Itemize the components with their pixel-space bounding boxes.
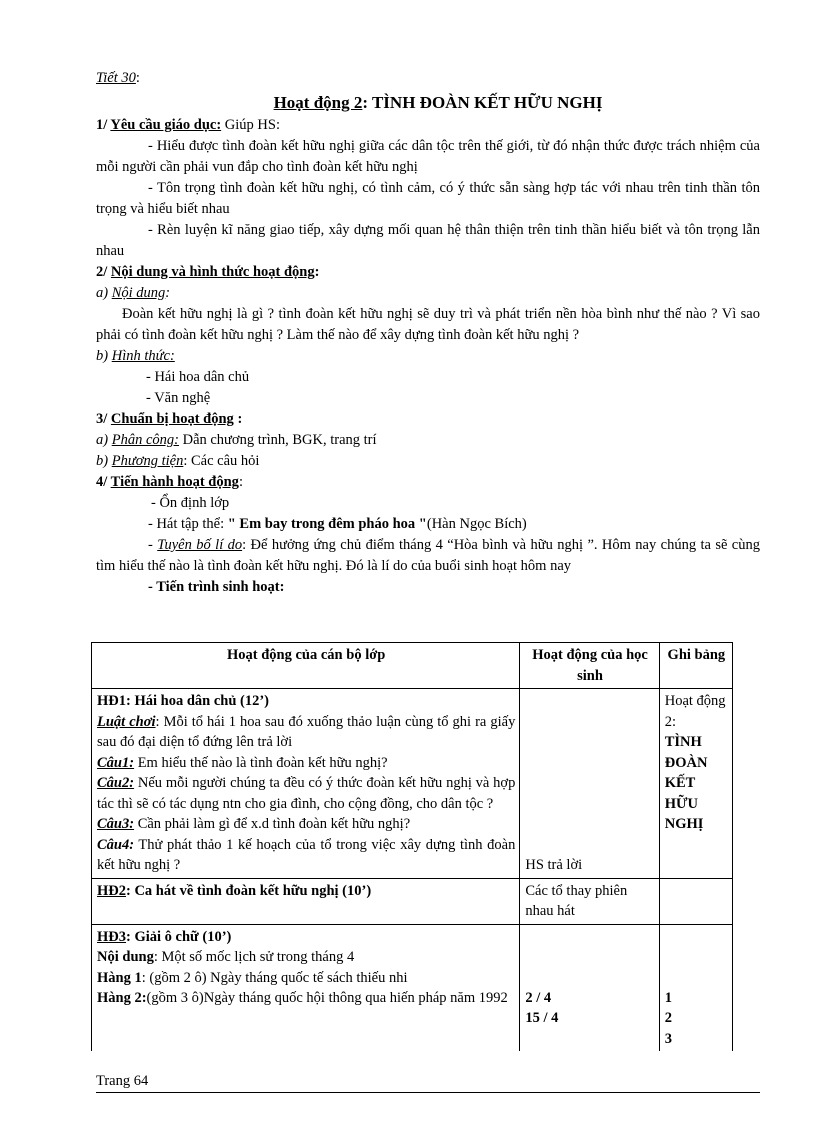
hd1-rule bbox=[97, 712, 515, 753]
section3b-prefix: b) bbox=[96, 453, 112, 469]
rule-label: Luật chơi bbox=[97, 713, 156, 730]
section2a-label bbox=[96, 283, 760, 304]
question-text: Nếu mỗi người chúng ta đều có ý thức đoàn kết hữu nghị và hợp tác thì sẽ có tác dụng ntn cho gia đình, cho cộng đồng, cho dân tộc ? bbox=[97, 775, 516, 812]
question-label: Câu1: bbox=[97, 754, 135, 771]
spacer bbox=[525, 967, 654, 988]
section4-heading bbox=[96, 472, 760, 493]
table-row bbox=[92, 924, 733, 1051]
page-footer: Trang 64 bbox=[96, 1073, 760, 1093]
section4-num: 4/ bbox=[96, 474, 111, 490]
spacer bbox=[665, 967, 728, 988]
hd1-board-cell bbox=[659, 689, 732, 879]
row-text: : (gồm 2 ô) Ngày tháng quốc tế sách thiếu nhi bbox=[141, 969, 408, 986]
title-main: : TÌNH ĐOÀN KẾT HỮU NGHỊ bbox=[362, 93, 603, 112]
section2b-title: Hình thức: bbox=[111, 348, 175, 364]
section4-tail: : bbox=[238, 474, 243, 490]
title-prefix: Hoạt động 2 bbox=[273, 93, 363, 112]
header-cell: Ghi bảng bbox=[659, 643, 732, 689]
hd2-label: HĐ2 bbox=[97, 882, 126, 899]
board-prefix: Hoạt động 2: bbox=[664, 693, 726, 730]
section3b-text: : Các câu hỏi bbox=[183, 453, 260, 469]
hd3-label: HĐ3 bbox=[97, 928, 126, 945]
hd2-board-cell bbox=[659, 878, 732, 924]
table-header-row bbox=[92, 643, 733, 689]
question bbox=[97, 814, 515, 835]
activity-table bbox=[91, 642, 733, 1051]
lesson-label: Tiết 30: bbox=[96, 70, 140, 86]
answer: 2 / 4 bbox=[525, 989, 552, 1006]
header-cell: Hoạt động của cán bộ lớp bbox=[92, 643, 520, 689]
hd1-title: HĐ1: Hái hoa dân chủ (12’) bbox=[97, 693, 270, 709]
section4-item bbox=[96, 535, 760, 577]
section1-title: Yêu cầu giáo dục: bbox=[110, 117, 222, 133]
hd2-cell bbox=[92, 878, 520, 924]
section2a-title: Nội dung bbox=[111, 285, 166, 301]
lesson-content bbox=[96, 68, 760, 598]
header-cell: Hoạt động của học sinh bbox=[520, 643, 659, 689]
section1-heading bbox=[96, 115, 760, 136]
section3-tail: : bbox=[233, 411, 243, 427]
hd3-student-cell bbox=[520, 924, 659, 1051]
board-number: 3 bbox=[664, 1030, 672, 1047]
question bbox=[97, 835, 515, 876]
section2b-prefix: b) bbox=[96, 348, 112, 364]
section3a-prefix: a) bbox=[96, 432, 112, 448]
song-author: (Hàn Ngọc Bích) bbox=[426, 516, 527, 532]
hd3-row bbox=[97, 968, 515, 989]
question-label: Câu2: bbox=[97, 775, 135, 791]
spacer bbox=[525, 927, 654, 967]
spacer bbox=[525, 691, 654, 855]
section3a bbox=[96, 430, 760, 451]
section2-num: 2/ bbox=[96, 264, 111, 280]
section4-item: - Ổn định lớp bbox=[151, 495, 230, 511]
spacer bbox=[665, 927, 728, 967]
reason-text: : Để hưởng ứng chủ điểm tháng 4 “Hòa bình và hữu nghị ”. Hôm nay chúng ta sẽ cùng tìm hiểu thế nào là tình đoàn kết hữu nghị. Đó là lí do của buổi sinh hoạt hôm nay bbox=[96, 537, 760, 574]
section2-tail: : bbox=[314, 264, 320, 280]
question-label: Câu4: bbox=[97, 836, 135, 853]
hd3-board-cell bbox=[659, 924, 732, 1051]
section3a-text: Dẫn chương trình, BGK, trang trí bbox=[178, 432, 377, 448]
section4-item bbox=[96, 514, 760, 535]
board-number: 1 bbox=[664, 989, 672, 1006]
hd3-cell bbox=[92, 924, 520, 1051]
table-row bbox=[92, 689, 733, 879]
hd2-student-cell: Các tổ thay phiên nhau hát bbox=[520, 878, 659, 924]
question-text: Cần phải làm gì để x.d tình đoàn kết hữu nghị? bbox=[134, 816, 411, 832]
section1-item: - Rèn luyện kĩ năng giao tiếp, xây dựng mối quan hệ thân thiện trên tinh thần hiểu biết và tôn trọng lẫn nhau bbox=[96, 222, 760, 259]
question-label: Câu3: bbox=[97, 816, 135, 832]
question bbox=[97, 753, 515, 774]
section2-title: Nội dung và hình thức hoạt động bbox=[110, 264, 315, 280]
board-title: TÌNH ĐOÀN KẾT HỮU NGHỊ bbox=[664, 734, 708, 832]
question-text: Thử phát thảo 1 kế hoạch của tổ trong việc xây dựng tình đoàn kết hữu nghị ? bbox=[97, 836, 516, 873]
hd3-row bbox=[97, 988, 515, 1009]
section2b-item: - Hái hoa dân chủ bbox=[146, 369, 250, 385]
lesson-label-text: Tiết 30 bbox=[96, 70, 136, 86]
content-label: Nội dung bbox=[97, 949, 154, 965]
hd3-title bbox=[97, 927, 515, 948]
section3b-label: Phương tiện bbox=[111, 453, 184, 469]
hd3-content bbox=[97, 947, 515, 968]
hd1-student-cell bbox=[520, 689, 659, 879]
section1-num: 1/ bbox=[96, 117, 111, 133]
section2a-colon: : bbox=[165, 285, 171, 301]
row-label: Hàng 2: bbox=[97, 990, 147, 1006]
section3-heading bbox=[96, 409, 760, 430]
row-text: (gồm 3 ô)Ngày tháng quốc hội thông qua hiến pháp năm 1992 bbox=[146, 990, 508, 1006]
section2-heading bbox=[96, 262, 760, 283]
section1-item: - Tôn trọng tình đoàn kết hữu nghị, có tình cảm, có ý thức sẵn sàng hợp tác với nhau trên tinh thần tôn trọng và hiểu biết nhau bbox=[96, 180, 760, 217]
content-text: : Một số mốc lịch sử trong tháng 4 bbox=[153, 949, 355, 965]
section3b bbox=[96, 451, 760, 472]
section1-lead: Giúp HS: bbox=[221, 117, 280, 133]
rule-text: : Mỗi tổ hái 1 hoa sau đó xuống thảo luận cùng tổ ghi ra giấy sau đó đại diện tổ đứng lên trả lời bbox=[97, 713, 516, 750]
section4-item: - Tiến trình sinh hoạt: bbox=[148, 579, 285, 595]
page-title bbox=[116, 91, 760, 115]
reason-label: Tuyên bố lí do bbox=[157, 537, 243, 553]
answer: 15 / 4 bbox=[525, 1010, 559, 1026]
question-text: Em hiểu thế nào là tình đoàn kết hữu nghị? bbox=[134, 754, 388, 771]
section2a-text: Đoàn kết hữu nghị là gì ? tình đoàn kết hữu nghị sẽ duy trì và phát triển nền hòa bình như thế nào ? Vì sao phải có tình đoàn kết hữu nghị ? Làm thế nào để xây dựng tình đoàn kết hữu nghị ? bbox=[96, 306, 760, 343]
hd2-text: : Ca hát về tình đoàn kết hữu nghị (10’) bbox=[126, 882, 372, 899]
board-number: 2 bbox=[664, 1010, 672, 1026]
section3a-label: Phân công: bbox=[111, 432, 179, 448]
table-row bbox=[92, 878, 733, 924]
section4-title: Tiến hành hoạt động bbox=[110, 474, 239, 490]
section3-title: Chuẩn bị hoạt động bbox=[110, 411, 234, 427]
student-response: HS trả lời bbox=[525, 857, 583, 873]
song-title: " Em bay trong đêm pháo hoa " bbox=[227, 516, 427, 532]
row-label: Hàng 1 bbox=[97, 969, 142, 986]
question bbox=[97, 773, 515, 814]
hd1-cell bbox=[92, 689, 520, 879]
section2b-label bbox=[96, 346, 760, 367]
section2b-item: - Văn nghệ bbox=[146, 390, 211, 406]
section3-num: 3/ bbox=[96, 411, 111, 427]
song-prefix: - Hát tập thể: bbox=[148, 516, 228, 532]
section1-item: - Hiểu được tình đoàn kết hữu nghị giữa các dân tộc trên thế giới, từ đó nhận thức được trách nhiệm của mỗi người cần phải vun đắp cho tình đoàn kết hữu nghị bbox=[96, 138, 760, 175]
reason-dash: - bbox=[148, 537, 158, 553]
hd3-title-text: : Giải ô chữ (10’) bbox=[126, 928, 232, 945]
section2a-prefix: a) bbox=[96, 285, 112, 301]
